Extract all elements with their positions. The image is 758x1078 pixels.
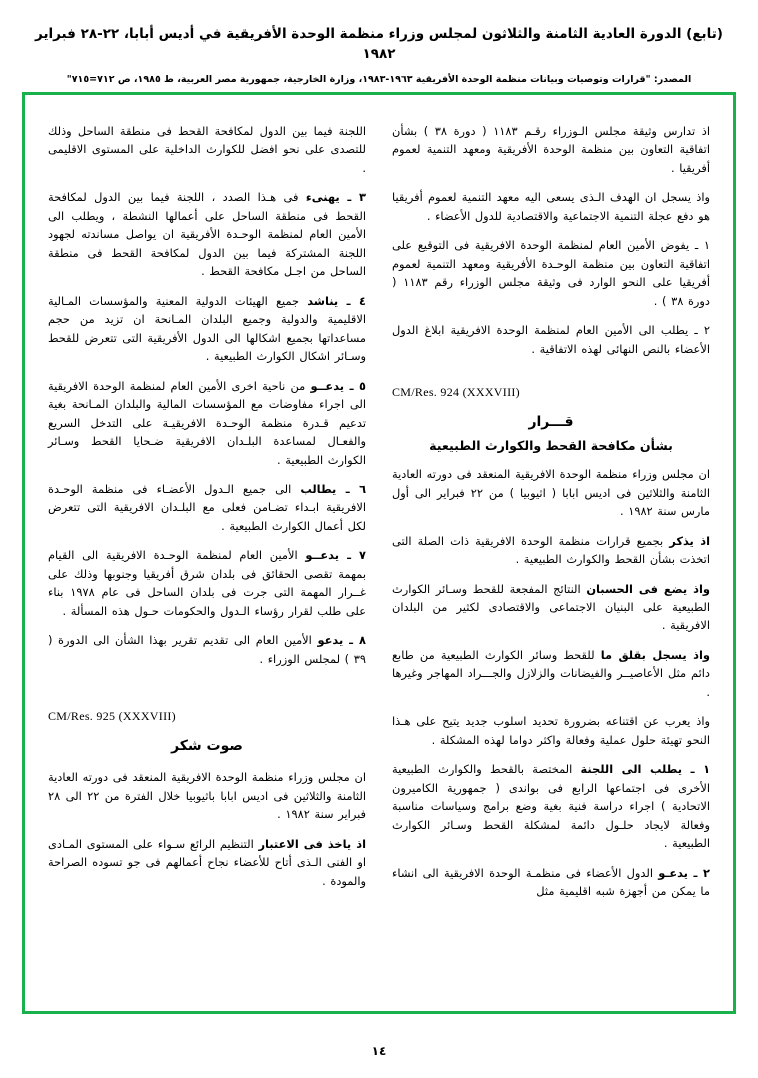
column-right [392,122,710,992]
paragraph: واذ يسجل ان الهدف الـذى يسعى اليه معهد التنمية لعموم أفريقيا هو دفع عجلة التنمية الاجتماعية والاقتصادية للدول الأعضاء . [392,190,710,223]
paragraph-lead: ٤ ـ يناشد [307,293,366,308]
paragraph-lead: ٦ ـ يطالب [300,481,367,496]
paragraph-text: الأمين العام الى تقديم تقرير بهذا الشأن الى الدورة ( ٣٩ ) لمجلس الوزراء . [48,633,366,666]
paragraph [48,480,366,535]
paragraph: ٢ ـ يطلب الى الأمين العام لمنظمة الوحدة الافريقية ابلاغ الدول الأعضاء بالنص النهائى لهذه الاتفاقية . [392,323,710,356]
paragraph [48,631,366,668]
paragraph-text: اللجنة فيما بين الدول لمكافحة القحط فى منطقة الساحل وذلك للتصدى على نحو افضل للكوارث الداخلية على المستوى الاقليمى . [48,124,366,175]
paragraph [48,546,366,620]
resolution-heading: صوت شكر [171,738,243,755]
paragraph-text: ان مجلس وزراء منظمة الوحدة الافريقية المنعقد فى دورته العادية الثامنة والثلاثين فى اديس ابابا باثيوبيا خلال الفترة من ٢٢ الى ٢٨ فبراير سنة ١٩٨٢ . [48,770,366,822]
paragraph-lead: ٢ ـ يدعـو [658,865,710,880]
paragraph-text: من ناحية اخرى الأمين العام لمنظمة الوحدة الافريقية الى اجراء مفاوضات مع المؤسسات المالية والبلدان المـانحة بغية تدعيم قـدرة منظمة الوحـدة الافريقيـة على التدخل السريع والفعـال لمساعدة البلـدان الافريقية ضـحايا القحط وسـائر الكوارث الطبيعية . [48,378,366,467]
paragraph-text: للقحط وسائر الكوارث الطبيعية من طابع دائم مثل الأعاصيــر والفيضانات والزلازل والجـــراد المهاجر وغيرها . [392,647,710,699]
paragraph-text: الأمين العام لمنظمة الوحـدة الافريقية الى القيام بمهمة تقصى الحقائق فى بلدان شرق أفريقيا وجنوبها وذلك على غــرار المهمة التى جرت فى بلدان الساحل فى عام ١٩٧٨ بناء على طلب لقرار رؤساء الـدول والحكومات حـول هذه المسألة . [48,548,366,618]
paragraph-text: الدول الأعضاء فى منظمـة الوحدة الافريقية الى انشاء ما يمكن من أجهزة شبه اقليمية مثل [392,865,710,899]
paragraph-lead: ٨ ـ يدعو [317,633,366,648]
resolution-heading: قـــرار [528,414,574,431]
paragraph [392,760,710,852]
paragraph [48,292,366,366]
paragraph-text: الى جميع الـدول الأعضـاء فى منظمة الوحـدة الافريقية ابـداء تضـامن فعلى مع البلـدان الافريقية التى تتعرض لكل أعمال الكوارث الطبيعية . [48,481,366,533]
paragraph [392,646,710,701]
paragraph [392,532,710,569]
paragraph-lead: اذ يذكر [669,533,710,548]
paragraph-text: واذ يعرب عن اقتناعه بضرورة تحديد اسلوب جديد يتيح على هـذا النحو تهيئة حلول عملية وفعالة واكثر دواما لهذه المشكلة . [392,714,710,747]
paragraph [48,122,366,177]
paragraph-text: فى هـذا الصدد ، اللجنة فيما بين الدول لمكافحة القحط فى منطقة الساحل على أعمالها النشطة ، ويطلب الى الأمين العام لمنظمة الوحـدة الأفريقية ان يواصل مساندته لجهود اللجنة المشتركة فيما بين الدول لمكافحة القحط فى منطقة الساحل من اجـل مكافحة القحط . [48,190,366,279]
source-line: المصدر: "قرارات وتوصيات وبيانات منظمة الوحدة الأفريقية ١٩٦٣-١٩٨٣، وزارة الخارجية، جمهورية مصر العربية، ط ١٩٨٥، ص ٧١٢=٧١٥" [66,73,692,85]
paragraph-lead: اذ ياخذ فى الاعتبار [258,836,366,851]
paragraph-lead: ٥ ـ يدعــو [310,378,366,393]
paragraph-lead: ١ ـ يطلب الى اللجنة [580,762,711,777]
paragraph-text: جميع الهيئات الدولية المعنية والمؤسسات المـالية الاقليمية والدولية وجميع البلدان المـانحة ان تزيد من حجم مساعداتها بجميع اشكالها الى الدول الأفريقية التى تتعرض للقحط وسـائر اشكال الكوارث الطبيعية . [48,293,366,364]
column-left [48,122,366,992]
paragraph [392,465,710,520]
paragraph-text: النتائج المفجعة للقحط وسـائر الكوارث الطبيعية على البنيان الاجتماعى والاقتصادى لكثير من البلدان الافريقية . [392,581,710,633]
two-column-body [34,104,724,1002]
resolution-identifier: CM/Res. 924 (XXXVIII) [392,385,520,400]
paragraph [48,835,366,890]
spacer [48,679,366,693]
paragraph [48,768,366,823]
resolution-subtitle: بشأن مكافحة القحط والكوارث الطبيعية [429,438,673,454]
paragraph-lead: ٧ ـ يدعــو [305,548,366,563]
page-number: ١٤ [371,1044,387,1058]
paragraph [392,580,710,635]
paragraph [392,864,710,901]
paragraph-lead: واذ يضع فى الحسبان [586,581,710,596]
resolution-identifier: CM/Res. 925 (XXXVIII) [48,709,176,724]
paragraph: ١ ـ يفوض الأمين العام لمنظمة الوحدة الافريقية فى التوقيع على اتفاقية التعاون بين منظمة الوحـدة الأفريقية ومعهد التنمية لعموم أفريقيا على النحو الوارد فى وثيقة مجلس الوزراء رقم ١١٨٣ ( دورة ٣٨ ) . [392,238,710,308]
paragraph-lead: واذ يسجل بقلق ما [600,647,710,662]
paragraph-text: المختصة بالقحط والكوارث الطبيعية الأخرى فى اجتماعها الرابع فى بواندى ( جمهورية الكاميرون الاتحادية ) اجراء دراسة فنية بغية وضع برامج وسياسات مناسبة وفعالة لايجاد حلـول دائمة لمشكلة القحط وسـائر الكوارث الطبيعية . [392,762,710,851]
paragraph-lead: ٣ ـ يهنىء [305,190,366,205]
paragraph [48,188,366,280]
paragraph [48,377,366,469]
paragraph [392,712,710,749]
paragraph: اذ تدارس وثيقة مجلس الـوزراء رقـم ١١٨٣ ( دورة ٣٨ ) بشأن اتفاقية التعاون بين منظمة الوحدة الأفريقية ومعهد التنمية لعموم أفريقيا . [392,124,710,175]
page-header [0,0,758,87]
paragraph-text: التنظيم الرائع سـواء على المستوى المـادى او الفنى الـذى أتاح للأعضاء نجاح أعمالهم فى جو تسوده الصراحة والمودة . [48,836,366,888]
page-title: (تابع) الدورة العادية الثامنة والثلاثون لمجلس وزراء منظمة الوحدة الأفريقية في أديس أبابا، ٢٢-٢٨ فبراير ١٩٨٢ [35,26,723,63]
paragraph-text: بجميع قرارات منظمة الوحدة الافريقية ذات الصلة التى اتخذت بشأن القحط والكوارث الطبيعية . [392,533,710,567]
paragraph-text: ان مجلس وزراء منظمة الوحدة الافريقية المنعقد فى دورته العادية الثامنة والثلاثين فى اديس ابابا ( اثيوبيا ) من ٢٢ فبراير الى أول مارس سنة ١٩٨٢ . [392,467,710,519]
